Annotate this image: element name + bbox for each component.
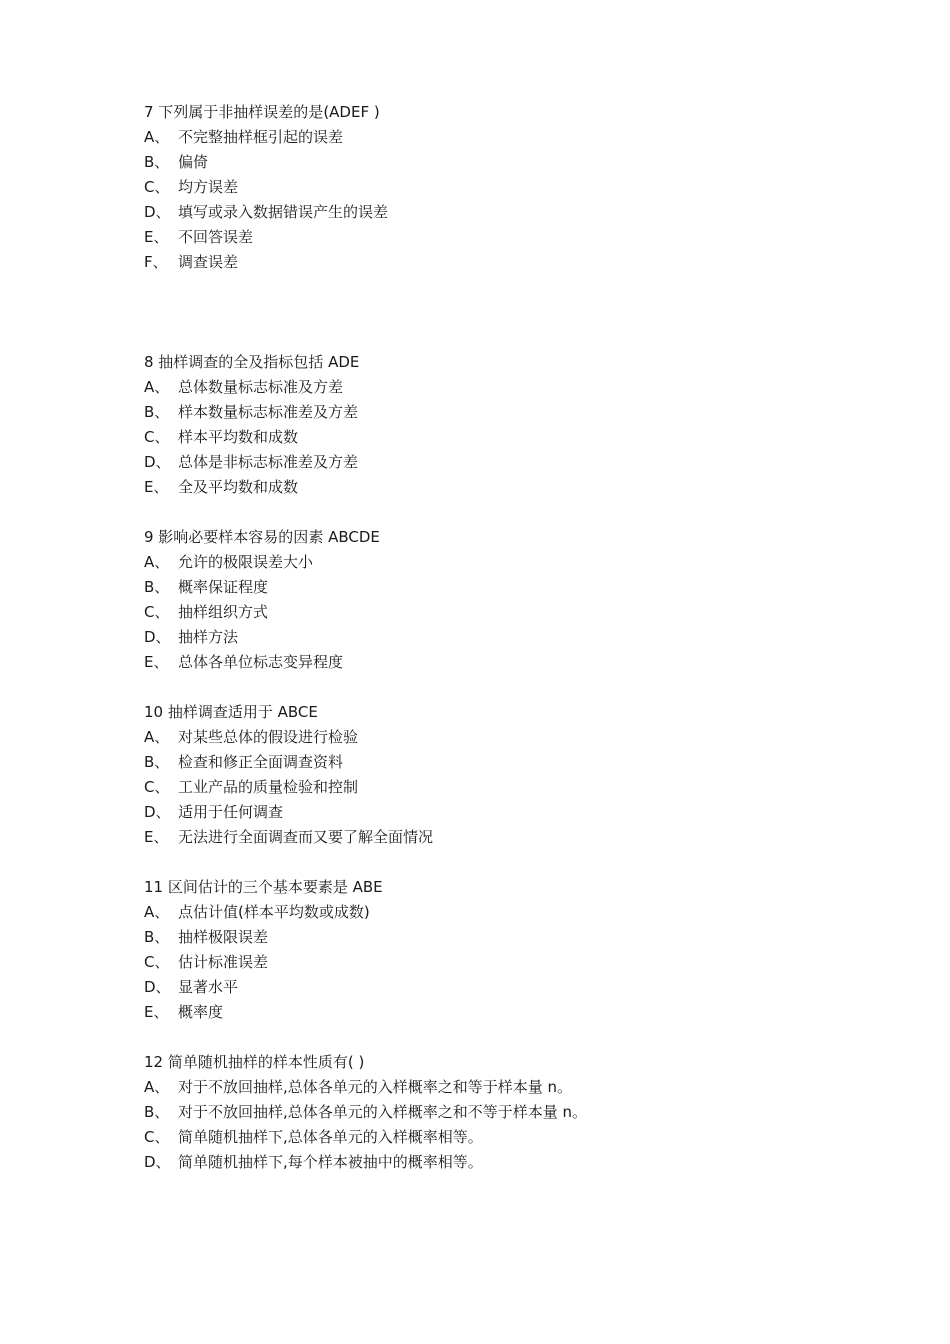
option-letter: E、 [144, 1003, 169, 1021]
option-letter: E、 [144, 478, 169, 496]
option-c [144, 1125, 864, 1150]
option-text: 对于不放回抽样,总体各单元的入样概率之和等于样本量 n。 [178, 1078, 573, 1096]
option-text: 调查误差 [178, 253, 239, 271]
option-text: 总体各单位标志变异程度 [178, 653, 344, 671]
option-text: 对某些总体的假设进行检验 [178, 728, 359, 746]
option-letter: B、 [144, 578, 170, 596]
question-11 [144, 875, 864, 1025]
option-text: 抽样组织方式 [178, 603, 269, 621]
question-title: 7 下列属于非抽样误差的是(ADEF ) [144, 103, 380, 121]
option-letter: D、 [144, 453, 171, 471]
option-a [144, 125, 864, 150]
question-9 [144, 525, 864, 675]
option-letter: D、 [144, 978, 171, 996]
option-letter: A、 [144, 1078, 170, 1096]
option-a [144, 1075, 864, 1100]
document-page [144, 100, 864, 1175]
option-text: 均方误差 [178, 178, 239, 196]
option-e [144, 225, 864, 250]
option-letter: A、 [144, 728, 170, 746]
option-letter: C、 [144, 178, 170, 196]
option-text: 对于不放回抽样,总体各单元的入样概率之和不等于样本量 n。 [178, 1103, 588, 1121]
option-text: 样本平均数和成数 [178, 428, 299, 446]
option-letter: E、 [144, 653, 169, 671]
option-c [144, 425, 864, 450]
option-letter: E、 [144, 828, 169, 846]
option-e [144, 825, 864, 850]
question-title: 10 抽样调查适用于 ABCE [144, 703, 318, 721]
option-b [144, 400, 864, 425]
option-letter: B、 [144, 1103, 170, 1121]
option-b [144, 150, 864, 175]
option-text: 检查和修正全面调查资料 [178, 753, 344, 771]
option-letter: E、 [144, 228, 169, 246]
option-a [144, 725, 864, 750]
option-e [144, 1000, 864, 1025]
option-text: 简单随机抽样下,总体各单元的入样概率相等。 [178, 1128, 483, 1146]
option-text: 概率度 [178, 1003, 224, 1021]
option-e [144, 650, 864, 675]
option-text: 抽样极限误差 [178, 928, 269, 946]
option-letter: D、 [144, 1153, 171, 1171]
option-e [144, 475, 864, 500]
option-d [144, 800, 864, 825]
option-letter: B、 [144, 403, 170, 421]
option-letter: A、 [144, 553, 170, 571]
option-letter: B、 [144, 153, 170, 171]
option-b [144, 750, 864, 775]
question-title: 8 抽样调查的全及指标包括 ADE [144, 353, 360, 371]
option-a [144, 375, 864, 400]
option-a [144, 550, 864, 575]
spacer [144, 1025, 864, 1050]
option-text: 不回答误差 [178, 228, 254, 246]
option-letter: A、 [144, 128, 170, 146]
option-letter: C、 [144, 1128, 170, 1146]
option-b [144, 1100, 864, 1125]
option-text: 概率保证程度 [178, 578, 269, 596]
option-text: 工业产品的质量检验和控制 [178, 778, 359, 796]
option-letter: B、 [144, 753, 170, 771]
option-text: 偏倚 [178, 153, 209, 171]
option-text: 允许的极限误差大小 [178, 553, 314, 571]
option-letter: B、 [144, 928, 170, 946]
option-letter: C、 [144, 778, 170, 796]
question-title: 9 影响必要样本容易的因素 ABCDE [144, 528, 380, 546]
option-text: 总体是非标志标准差及方差 [178, 453, 359, 471]
option-d [144, 625, 864, 650]
question-title: 12 简单随机抽样的样本性质有( ) [144, 1053, 365, 1071]
spacer [144, 675, 864, 700]
option-letter: D、 [144, 628, 171, 646]
question-12 [144, 1050, 864, 1175]
option-text: 填写或录入数据错误产生的误差 [178, 203, 389, 221]
option-text: 总体数量标志标准及方差 [178, 378, 344, 396]
option-d [144, 1150, 864, 1175]
option-letter: D、 [144, 803, 171, 821]
option-d [144, 450, 864, 475]
option-text: 全及平均数和成数 [178, 478, 299, 496]
option-c [144, 775, 864, 800]
option-letter: A、 [144, 378, 170, 396]
spacer [144, 275, 864, 325]
option-text: 显著水平 [178, 978, 239, 996]
option-c [144, 175, 864, 200]
option-d [144, 200, 864, 225]
option-text: 点估计值(样本平均数或成数) [178, 903, 370, 921]
option-text: 抽样方法 [178, 628, 239, 646]
question-title: 11 区间估计的三个基本要素是 ABE [144, 878, 383, 896]
question-10 [144, 700, 864, 850]
option-letter: C、 [144, 428, 170, 446]
option-b [144, 575, 864, 600]
option-letter: D、 [144, 203, 171, 221]
spacer [144, 500, 864, 525]
question-8 [144, 350, 864, 500]
option-f [144, 250, 864, 275]
option-text: 适用于任何调查 [178, 803, 284, 821]
option-letter: C、 [144, 953, 170, 971]
option-letter: C、 [144, 603, 170, 621]
option-c [144, 950, 864, 975]
option-text: 无法进行全面调查而又要了解全面情况 [178, 828, 434, 846]
option-text: 估计标准误差 [178, 953, 269, 971]
option-d [144, 975, 864, 1000]
option-a [144, 900, 864, 925]
spacer [144, 850, 864, 875]
option-c [144, 600, 864, 625]
option-text: 样本数量标志标准差及方差 [178, 403, 359, 421]
option-letter: A、 [144, 903, 170, 921]
spacer [144, 325, 864, 350]
option-text: 不完整抽样框引起的误差 [178, 128, 344, 146]
option-text: 简单随机抽样下,每个样本被抽中的概率相等。 [178, 1153, 483, 1171]
question-7 [144, 100, 864, 275]
option-letter: F、 [144, 253, 168, 271]
option-b [144, 925, 864, 950]
